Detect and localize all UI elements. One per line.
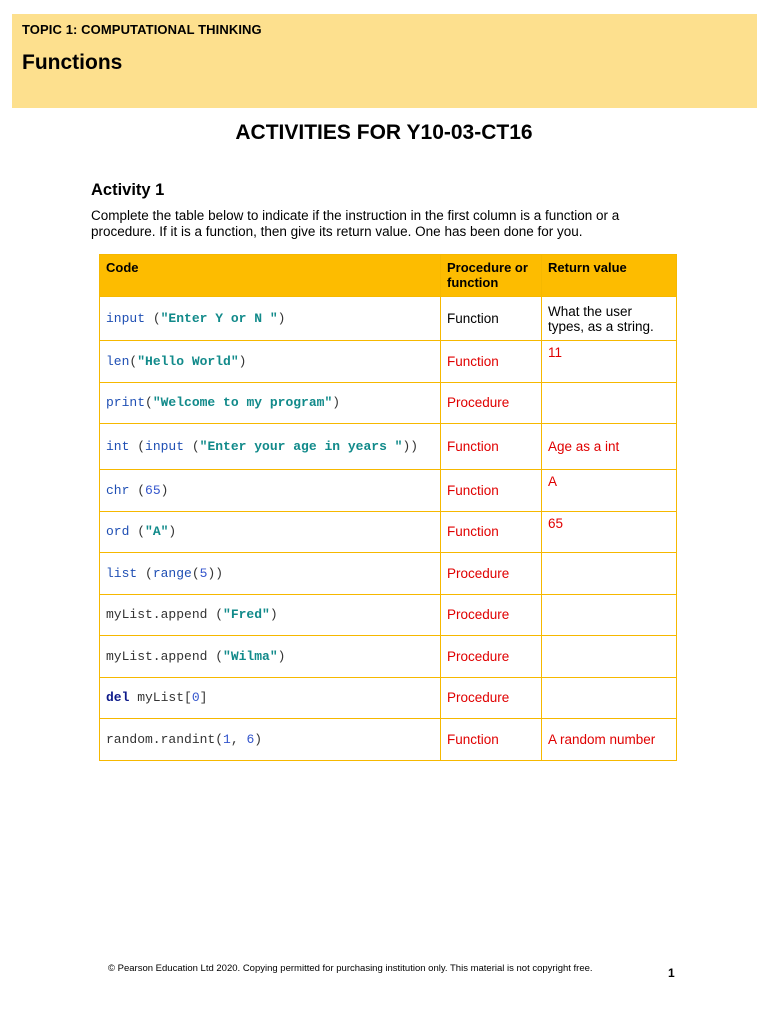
page-number: 1	[668, 966, 675, 980]
code-cell: print("Welcome to my program")	[100, 382, 441, 424]
return-cell: 65	[542, 511, 677, 553]
code-token: int	[106, 439, 130, 454]
code-token: 0	[191, 690, 200, 706]
table-row	[100, 511, 677, 553]
code-token: "Wilma"	[223, 648, 278, 664]
table-row	[100, 553, 677, 595]
code-token: input	[106, 311, 146, 326]
code-cell: myList.append ("Wilma")	[100, 636, 441, 678]
activity-instructions: Complete the table below to indicate if the instruction in the first column is a function or a procedure. If it is a function, then give its return value. One has been done for you.	[91, 208, 620, 239]
code-cell: del myList[0]	[100, 677, 441, 719]
return-cell	[542, 594, 677, 636]
table-row	[100, 636, 677, 678]
code-token: input	[145, 439, 185, 454]
table-row	[100, 424, 677, 470]
return-cell	[542, 636, 677, 678]
code-token: ord	[106, 524, 130, 540]
code-cell: len("Hello World")	[100, 341, 441, 383]
code-cell: ord ("A")	[100, 511, 441, 553]
table-row	[100, 719, 677, 761]
type-cell: Procedure	[441, 594, 542, 636]
header-return-value: Return value	[542, 255, 677, 297]
type-cell: Procedure	[441, 382, 542, 424]
return-cell: A	[542, 470, 677, 512]
code-token: 1	[223, 731, 231, 747]
return-cell: What the user types, as a string.	[542, 297, 677, 341]
code-token: "Enter Y or N "	[160, 311, 278, 326]
return-cell: 11	[542, 341, 677, 383]
code-token: "Hello World"	[137, 353, 239, 369]
header-type: Procedure or function	[441, 255, 542, 297]
type-cell: Function	[441, 470, 542, 512]
type-cell: Procedure	[441, 677, 542, 719]
table-row	[100, 382, 677, 424]
return-cell	[542, 553, 677, 595]
code-token: list	[106, 565, 138, 581]
code-token: "A"	[145, 524, 169, 540]
table-row	[100, 297, 677, 341]
code-cell: int (input ("Enter your age in years "))	[100, 424, 441, 470]
table-row	[100, 341, 677, 383]
code-token: range	[152, 565, 192, 581]
return-cell	[542, 382, 677, 424]
section-title: Functions	[22, 51, 123, 74]
type-cell: Procedure	[441, 636, 542, 678]
code-token: "Enter your age in years "	[199, 439, 403, 454]
code-token: 5	[199, 565, 208, 581]
topic-header-band	[12, 14, 757, 108]
return-cell	[542, 677, 677, 719]
type-cell: Function	[441, 424, 542, 470]
code-token: "Welcome to my program"	[152, 395, 333, 411]
type-cell: Function	[441, 297, 542, 341]
table-header-row	[100, 255, 677, 297]
code-token: 6	[246, 731, 255, 747]
return-cell: Age as a int	[542, 424, 677, 470]
return-cell: A random number	[542, 719, 677, 761]
table-row	[100, 677, 677, 719]
page-title: ACTIVITIES FOR Y10-03-CT16	[235, 121, 533, 144]
copyright-footer: © Pearson Education Ltd 2020. Copying permitted for purchasing institution only. This material is not copyright free.	[108, 963, 593, 974]
type-cell: Procedure	[441, 553, 542, 595]
type-cell: Function	[441, 719, 542, 761]
activity-table	[99, 254, 677, 761]
activity-heading: Activity 1	[91, 181, 165, 199]
code-token: chr	[106, 482, 130, 498]
code-cell: list (range(5))	[100, 553, 441, 595]
code-token: len	[106, 353, 130, 369]
type-cell: Function	[441, 511, 542, 553]
code-cell: chr (65)	[100, 470, 441, 512]
code-cell: random.randint(1, 6)	[100, 719, 441, 761]
code-token: "Fred"	[223, 607, 270, 623]
code-token: print	[106, 395, 146, 411]
type-cell: Function	[441, 341, 542, 383]
code-token: 65	[145, 482, 161, 498]
code-cell: input ("Enter Y or N ")	[100, 297, 441, 341]
topic-label: TOPIC 1: COMPUTATIONAL THINKING	[22, 22, 262, 37]
table-row	[100, 594, 677, 636]
code-cell: myList.append ("Fred")	[100, 594, 441, 636]
table-row	[100, 470, 677, 512]
code-token: del	[106, 690, 130, 706]
header-code: Code	[100, 255, 441, 297]
